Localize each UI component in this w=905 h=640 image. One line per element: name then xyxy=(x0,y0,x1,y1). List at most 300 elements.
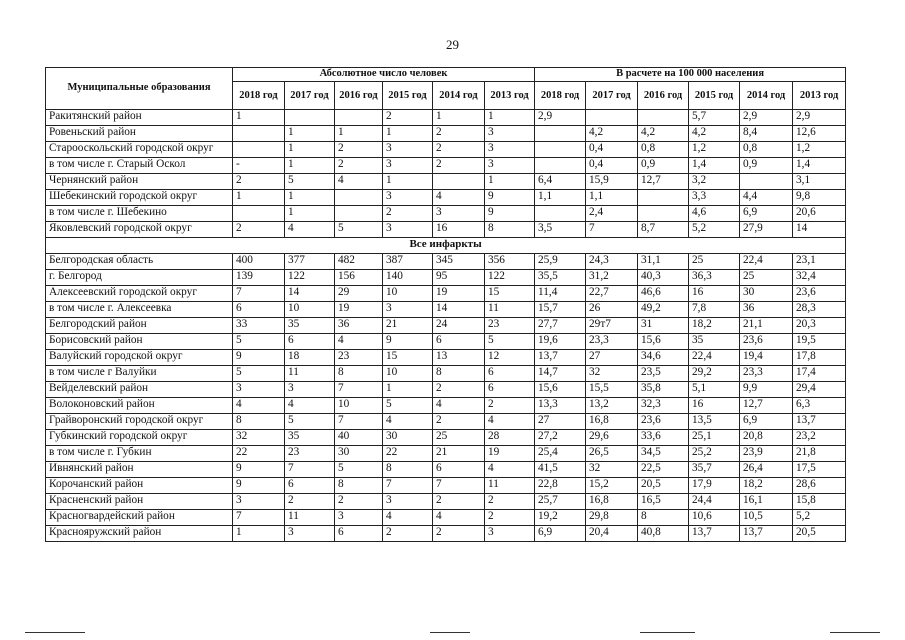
absolute-value-cell: 1 xyxy=(335,126,383,142)
rate-value-cell: 35,8 xyxy=(638,382,689,398)
rate-value-cell: 9,8 xyxy=(793,190,846,206)
per-100k-group-header: В расчете на 100 000 населения xyxy=(535,68,846,82)
year-header-abs-1: 2017 год xyxy=(285,82,335,110)
absolute-value-cell: 30 xyxy=(335,446,383,462)
absolute-value-cell: 2 xyxy=(383,206,433,222)
rate-value-cell: 11,4 xyxy=(535,286,586,302)
rate-value-cell: 25,1 xyxy=(689,430,740,446)
absolute-value-cell: 2 xyxy=(433,382,485,398)
absolute-value-cell: 2 xyxy=(433,526,485,542)
rate-value-cell: 27 xyxy=(535,414,586,430)
rate-value-cell: 25 xyxy=(740,270,793,286)
rate-value-cell: 0,9 xyxy=(638,158,689,174)
rate-value-cell: 21,1 xyxy=(740,318,793,334)
absolute-number-group-header: Абсолютное число человек xyxy=(233,68,535,82)
rate-value-cell xyxy=(638,110,689,126)
rate-value-cell: 6,4 xyxy=(535,174,586,190)
table-row xyxy=(46,126,846,142)
rate-value-cell xyxy=(740,174,793,190)
absolute-value-cell: 1 xyxy=(233,526,285,542)
rate-value-cell: 27,7 xyxy=(535,318,586,334)
absolute-value-cell: 7 xyxy=(233,510,285,526)
table-row xyxy=(46,510,846,526)
absolute-value-cell: 32 xyxy=(233,430,285,446)
absolute-value-cell: 19 xyxy=(335,302,383,318)
municipality-name: в том числе г. Шебекино xyxy=(46,206,233,222)
rate-value-cell: 3,3 xyxy=(689,190,740,206)
absolute-value-cell: 2 xyxy=(485,398,535,414)
absolute-value-cell: 377 xyxy=(285,254,335,270)
rate-value-cell: 8 xyxy=(638,510,689,526)
rate-value-cell: 23,5 xyxy=(638,366,689,382)
absolute-value-cell: 22 xyxy=(383,446,433,462)
rate-value-cell xyxy=(535,206,586,222)
rate-value-cell: 17,9 xyxy=(689,478,740,494)
absolute-value-cell: 2 xyxy=(383,110,433,126)
rate-value-cell: 19,4 xyxy=(740,350,793,366)
absolute-value-cell: 2 xyxy=(335,158,383,174)
rate-value-cell: 17,5 xyxy=(793,462,846,478)
rate-value-cell: 22,4 xyxy=(740,254,793,270)
absolute-value-cell: 4 xyxy=(433,190,485,206)
absolute-value-cell: 3 xyxy=(285,526,335,542)
rate-value-cell: 13,5 xyxy=(689,414,740,430)
rate-value-cell: 4,2 xyxy=(586,126,638,142)
absolute-value-cell: 1 xyxy=(233,110,285,126)
absolute-value-cell: 7 xyxy=(335,414,383,430)
absolute-value-cell xyxy=(433,174,485,190)
bottom-line-mid-left xyxy=(430,632,470,633)
rate-value-cell xyxy=(535,126,586,142)
rate-value-cell: 27 xyxy=(586,350,638,366)
municipality-name: Белгородский район xyxy=(46,318,233,334)
absolute-value-cell: 1 xyxy=(433,110,485,126)
table-row xyxy=(46,110,846,126)
rate-value-cell: 15,7 xyxy=(535,302,586,318)
absolute-value-cell: 2 xyxy=(285,494,335,510)
bottom-line-right xyxy=(830,632,880,633)
absolute-value-cell: 1 xyxy=(285,206,335,222)
rate-value-cell xyxy=(638,206,689,222)
statistics-table xyxy=(45,67,846,542)
rate-value-cell: 15,6 xyxy=(535,382,586,398)
rate-value-cell: 4,2 xyxy=(638,126,689,142)
rate-value-cell: 20,8 xyxy=(740,430,793,446)
section-title-all-infarctions: Все инфаркты xyxy=(46,238,846,254)
municipality-name: Корочанский район xyxy=(46,478,233,494)
absolute-value-cell: 4 xyxy=(285,398,335,414)
absolute-value-cell: 15 xyxy=(383,350,433,366)
rate-value-cell: 13,7 xyxy=(689,526,740,542)
absolute-value-cell: 3 xyxy=(383,222,433,238)
absolute-value-cell: 1 xyxy=(285,126,335,142)
absolute-value-cell: 8 xyxy=(233,414,285,430)
absolute-value-cell: 30 xyxy=(383,430,433,446)
rate-value-cell: 41,5 xyxy=(535,462,586,478)
rate-value-cell: 35,7 xyxy=(689,462,740,478)
absolute-value-cell: 5 xyxy=(335,222,383,238)
absolute-value-cell: 9 xyxy=(485,190,535,206)
absolute-value-cell: 18 xyxy=(285,350,335,366)
absolute-value-cell: 1 xyxy=(485,110,535,126)
rate-value-cell: 32 xyxy=(586,366,638,382)
rate-value-cell: 13,7 xyxy=(793,414,846,430)
table-row xyxy=(46,382,846,398)
rate-value-cell: 0,4 xyxy=(586,142,638,158)
rate-value-cell: 16,8 xyxy=(586,494,638,510)
table-row xyxy=(46,158,846,174)
municipality-name: Ровеньский район xyxy=(46,126,233,142)
municipality-name: Вейделевский район xyxy=(46,382,233,398)
rate-value-cell: 17,4 xyxy=(793,366,846,382)
municipality-name: Борисовский район xyxy=(46,334,233,350)
absolute-value-cell: 3 xyxy=(233,494,285,510)
rate-value-cell: 13,3 xyxy=(535,398,586,414)
rate-value-cell xyxy=(535,158,586,174)
absolute-value-cell: 10 xyxy=(335,398,383,414)
rate-value-cell: 12,6 xyxy=(793,126,846,142)
rate-value-cell: 23,3 xyxy=(586,334,638,350)
bottom-line-left xyxy=(25,632,85,633)
municipality-name: Валуйский городской округ xyxy=(46,350,233,366)
rate-value-cell: 18,2 xyxy=(740,478,793,494)
absolute-value-cell: 345 xyxy=(433,254,485,270)
rate-value-cell: 0,8 xyxy=(638,142,689,158)
rate-value-cell: 25,2 xyxy=(689,446,740,462)
absolute-value-cell xyxy=(335,110,383,126)
municipality-name: Старооскольский городской округ xyxy=(46,142,233,158)
absolute-value-cell: 11 xyxy=(485,478,535,494)
absolute-value-cell: 1 xyxy=(383,382,433,398)
year-header-abs-2: 2016 год xyxy=(335,82,383,110)
rate-value-cell: 21,8 xyxy=(793,446,846,462)
rate-value-cell: 15,6 xyxy=(638,334,689,350)
rate-value-cell: 25 xyxy=(689,254,740,270)
rate-value-cell: 29,6 xyxy=(586,430,638,446)
rate-value-cell: 31 xyxy=(638,318,689,334)
rate-value-cell: 28,6 xyxy=(793,478,846,494)
municipality-name: Красногвардейский район xyxy=(46,510,233,526)
absolute-value-cell: 15 xyxy=(485,286,535,302)
rate-value-cell: 33,6 xyxy=(638,430,689,446)
municipality-name: Краснояружский район xyxy=(46,526,233,542)
rate-value-cell: 6,9 xyxy=(535,526,586,542)
rate-value-cell: 25,4 xyxy=(535,446,586,462)
rate-value-cell: 6,3 xyxy=(793,398,846,414)
absolute-value-cell: 2 xyxy=(335,142,383,158)
rate-value-cell: 1,1 xyxy=(586,190,638,206)
rate-value-cell: 14 xyxy=(793,222,846,238)
year-header-rate-2: 2016 год xyxy=(638,82,689,110)
absolute-value-cell: 3 xyxy=(485,142,535,158)
municipality-name: в том числе г Валуйки xyxy=(46,366,233,382)
rate-value-cell: 29т7 xyxy=(586,318,638,334)
absolute-value-cell: 4 xyxy=(335,174,383,190)
page-number: 29 xyxy=(446,37,459,52)
absolute-value-cell: 11 xyxy=(285,510,335,526)
absolute-value-cell: 5 xyxy=(285,174,335,190)
absolute-value-cell: 9 xyxy=(233,350,285,366)
absolute-value-cell: 23 xyxy=(485,318,535,334)
rate-value-cell: 0,9 xyxy=(740,158,793,174)
absolute-value-cell: 4 xyxy=(383,510,433,526)
table-row xyxy=(46,190,846,206)
rate-value-cell: 36,3 xyxy=(689,270,740,286)
absolute-value-cell: 2 xyxy=(433,126,485,142)
absolute-value-cell: 5 xyxy=(485,334,535,350)
absolute-value-cell xyxy=(233,126,285,142)
rate-value-cell: 20,3 xyxy=(793,318,846,334)
rate-value-cell: 23,3 xyxy=(740,366,793,382)
rate-value-cell: 25,9 xyxy=(535,254,586,270)
absolute-value-cell: 23 xyxy=(335,350,383,366)
year-header-rate-1: 2017 год xyxy=(586,82,638,110)
table-row xyxy=(46,430,846,446)
absolute-value-cell: 3 xyxy=(383,142,433,158)
absolute-value-cell: 35 xyxy=(285,318,335,334)
absolute-value-cell: 3 xyxy=(383,190,433,206)
absolute-value-cell: 400 xyxy=(233,254,285,270)
rate-value-cell: 26,4 xyxy=(740,462,793,478)
absolute-value-cell: 1 xyxy=(485,174,535,190)
absolute-value-cell xyxy=(233,206,285,222)
absolute-value-cell: 8 xyxy=(383,462,433,478)
rate-value-cell: 10,6 xyxy=(689,510,740,526)
absolute-value-cell: 11 xyxy=(285,366,335,382)
rate-value-cell: 20,5 xyxy=(793,526,846,542)
table-row xyxy=(46,142,846,158)
absolute-value-cell: - xyxy=(233,158,285,174)
municipality-name: Губкинский городской округ xyxy=(46,430,233,446)
absolute-value-cell: 6 xyxy=(285,478,335,494)
rate-value-cell: 12,7 xyxy=(638,174,689,190)
rate-value-cell: 17,8 xyxy=(793,350,846,366)
absolute-value-cell: 3 xyxy=(233,382,285,398)
rate-value-cell: 18,2 xyxy=(689,318,740,334)
absolute-value-cell: 140 xyxy=(383,270,433,286)
absolute-value-cell: 33 xyxy=(233,318,285,334)
rate-value-cell: 16 xyxy=(689,398,740,414)
table-row xyxy=(46,206,846,222)
absolute-value-cell: 1 xyxy=(285,158,335,174)
absolute-value-cell: 6 xyxy=(485,366,535,382)
rate-value-cell: 3,5 xyxy=(535,222,586,238)
rate-value-cell xyxy=(638,190,689,206)
absolute-value-cell: 23 xyxy=(285,446,335,462)
absolute-value-cell: 2 xyxy=(433,494,485,510)
absolute-value-cell: 139 xyxy=(233,270,285,286)
absolute-value-cell: 1 xyxy=(285,142,335,158)
absolute-value-cell: 3 xyxy=(383,302,433,318)
absolute-value-cell: 6 xyxy=(335,526,383,542)
absolute-value-cell: 9 xyxy=(383,334,433,350)
absolute-value-cell: 2 xyxy=(383,526,433,542)
table-row xyxy=(46,478,846,494)
absolute-value-cell: 3 xyxy=(285,382,335,398)
rate-value-cell: 29,4 xyxy=(793,382,846,398)
absolute-value-cell: 22 xyxy=(233,446,285,462)
rate-value-cell: 28,3 xyxy=(793,302,846,318)
rate-value-cell: 15,8 xyxy=(793,494,846,510)
rate-value-cell: 23,6 xyxy=(740,334,793,350)
municipality-name: Алексеевский городской округ xyxy=(46,286,233,302)
rate-value-cell: 4,6 xyxy=(689,206,740,222)
rate-value-cell: 5,2 xyxy=(793,510,846,526)
rate-value-cell: 8,7 xyxy=(638,222,689,238)
absolute-value-cell: 3 xyxy=(433,206,485,222)
rate-value-cell: 10,5 xyxy=(740,510,793,526)
absolute-value-cell: 1 xyxy=(285,190,335,206)
rate-value-cell: 19,2 xyxy=(535,510,586,526)
rate-value-cell: 20,6 xyxy=(793,206,846,222)
absolute-value-cell: 13 xyxy=(433,350,485,366)
rate-value-cell: 13,7 xyxy=(740,526,793,542)
rate-value-cell: 23,6 xyxy=(638,414,689,430)
table-row xyxy=(46,350,846,366)
rate-value-cell: 14,7 xyxy=(535,366,586,382)
year-header-rate-0: 2018 год xyxy=(535,82,586,110)
absolute-value-cell: 2 xyxy=(233,222,285,238)
absolute-value-cell: 3 xyxy=(335,510,383,526)
absolute-value-cell: 6 xyxy=(233,302,285,318)
absolute-value-cell xyxy=(335,190,383,206)
absolute-value-cell: 7 xyxy=(433,478,485,494)
rate-value-cell: 23,6 xyxy=(793,286,846,302)
rate-value-cell: 0,4 xyxy=(586,158,638,174)
rate-value-cell: 5,1 xyxy=(689,382,740,398)
municipality-name: в том числе г. Старый Оскол xyxy=(46,158,233,174)
table-row xyxy=(46,254,846,270)
absolute-value-cell: 21 xyxy=(383,318,433,334)
rate-value-cell: 2,9 xyxy=(793,110,846,126)
rate-value-cell: 32,3 xyxy=(638,398,689,414)
rate-value-cell: 22,8 xyxy=(535,478,586,494)
rate-value-cell: 4,2 xyxy=(689,126,740,142)
rate-value-cell xyxy=(586,110,638,126)
rate-value-cell: 34,6 xyxy=(638,350,689,366)
absolute-value-cell: 4 xyxy=(335,334,383,350)
absolute-value-cell: 19 xyxy=(433,286,485,302)
rate-value-cell: 4,4 xyxy=(740,190,793,206)
rate-value-cell: 20,5 xyxy=(638,478,689,494)
year-header-abs-4: 2014 год xyxy=(433,82,485,110)
absolute-value-cell: 2 xyxy=(335,494,383,510)
absolute-value-cell: 14 xyxy=(433,302,485,318)
absolute-value-cell: 8 xyxy=(485,222,535,238)
absolute-value-cell: 6 xyxy=(433,462,485,478)
rate-value-cell: 30 xyxy=(740,286,793,302)
absolute-value-cell: 6 xyxy=(285,334,335,350)
municipality-name: Чернянский район xyxy=(46,174,233,190)
municipality-name: Ивнянский район xyxy=(46,462,233,478)
rate-value-cell: 8,4 xyxy=(740,126,793,142)
rate-value-cell: 5,2 xyxy=(689,222,740,238)
absolute-value-cell: 14 xyxy=(285,286,335,302)
municipality-name: в том числе г. Алексеевка xyxy=(46,302,233,318)
rate-value-cell: 29,8 xyxy=(586,510,638,526)
rate-value-cell: 1,4 xyxy=(793,158,846,174)
absolute-value-cell: 7 xyxy=(383,478,433,494)
table-row xyxy=(46,174,846,190)
table-body-part-2 xyxy=(46,254,846,542)
absolute-value-cell: 3 xyxy=(383,158,433,174)
absolute-value-cell: 4 xyxy=(233,398,285,414)
rate-value-cell: 1,4 xyxy=(689,158,740,174)
absolute-value-cell: 5 xyxy=(233,334,285,350)
table-row xyxy=(46,302,846,318)
rate-value-cell: 7,8 xyxy=(689,302,740,318)
rate-value-cell: 13,7 xyxy=(535,350,586,366)
rate-value-cell: 2,9 xyxy=(535,110,586,126)
absolute-value-cell: 387 xyxy=(383,254,433,270)
rate-value-cell: 3,2 xyxy=(689,174,740,190)
absolute-value-cell: 6 xyxy=(433,334,485,350)
rate-value-cell: 1,2 xyxy=(793,142,846,158)
absolute-value-cell: 40 xyxy=(335,430,383,446)
absolute-value-cell: 356 xyxy=(485,254,535,270)
year-header-rate-4: 2014 год xyxy=(740,82,793,110)
absolute-value-cell: 36 xyxy=(335,318,383,334)
absolute-value-cell: 122 xyxy=(485,270,535,286)
table-row xyxy=(46,414,846,430)
absolute-value-cell: 2 xyxy=(433,142,485,158)
table-row xyxy=(46,446,846,462)
absolute-value-cell: 1 xyxy=(233,190,285,206)
year-header-abs-3: 2015 год xyxy=(383,82,433,110)
absolute-value-cell: 10 xyxy=(383,366,433,382)
rate-value-cell: 32 xyxy=(586,462,638,478)
rate-value-cell: 35 xyxy=(689,334,740,350)
rate-value-cell: 9,9 xyxy=(740,382,793,398)
absolute-value-cell: 9 xyxy=(485,206,535,222)
absolute-value-cell: 4 xyxy=(485,462,535,478)
absolute-value-cell: 5 xyxy=(233,366,285,382)
absolute-value-cell: 2 xyxy=(433,158,485,174)
rate-value-cell: 32,4 xyxy=(793,270,846,286)
rate-value-cell: 24,3 xyxy=(586,254,638,270)
table-row xyxy=(46,334,846,350)
rate-value-cell: 35,5 xyxy=(535,270,586,286)
absolute-value-cell: 3 xyxy=(485,126,535,142)
rate-value-cell xyxy=(535,142,586,158)
municipality-name: Ракитянский район xyxy=(46,110,233,126)
table-row xyxy=(46,398,846,414)
table-body-part-1 xyxy=(46,110,846,238)
absolute-value-cell: 12 xyxy=(485,350,535,366)
absolute-value-cell: 7 xyxy=(285,462,335,478)
absolute-value-cell: 3 xyxy=(485,158,535,174)
municipality-name: Яковлевский городской округ xyxy=(46,222,233,238)
absolute-value-cell: 1 xyxy=(383,174,433,190)
rate-value-cell: 6,9 xyxy=(740,414,793,430)
absolute-value-cell: 16 xyxy=(433,222,485,238)
rate-value-cell: 7 xyxy=(586,222,638,238)
absolute-value-cell: 8 xyxy=(335,478,383,494)
table-row xyxy=(46,222,846,238)
rate-value-cell: 15,2 xyxy=(586,478,638,494)
absolute-value-cell: 2 xyxy=(485,494,535,510)
absolute-value-cell xyxy=(233,142,285,158)
year-header-abs-5: 2013 год xyxy=(485,82,535,110)
year-header-rate-5: 2013 год xyxy=(793,82,846,110)
rate-value-cell: 16,1 xyxy=(740,494,793,510)
bottom-line-mid-right xyxy=(640,632,695,633)
absolute-value-cell: 482 xyxy=(335,254,383,270)
table-row xyxy=(46,286,846,302)
absolute-value-cell: 8 xyxy=(335,366,383,382)
absolute-value-cell: 29 xyxy=(335,286,383,302)
rate-value-cell: 23,2 xyxy=(793,430,846,446)
